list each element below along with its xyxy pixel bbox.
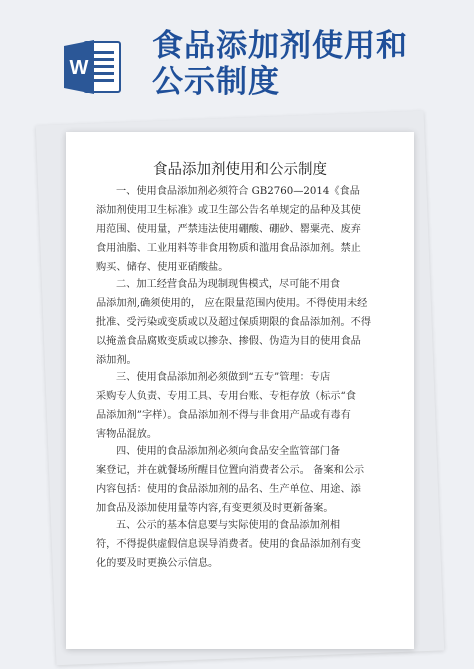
paragraph-line: 四、使用的食品添加剂必须向食品安全监管部门备 <box>116 446 341 457</box>
paragraph-3 <box>96 368 386 444</box>
word-logo-letter: W <box>69 57 89 79</box>
paragraph-line: 三、使用食品添加剂必须做到“五专”管理：专店 <box>116 372 331 383</box>
paragraph-2 <box>96 275 386 370</box>
paragraph-line: 购买、储存、使用亚硝酸盐。 <box>96 262 229 273</box>
paragraph-line: 用范围、使用量，严禁违法使用硼酸、硼砂、罂粟壳、废弃 <box>96 224 361 235</box>
paragraph-line: 一、使用食品添加剂必须符合 GB2760—2014《食品 <box>116 186 360 197</box>
paragraph-line: 食用油脂、工业用料等非食用物质和滥用食品添加剂。禁止 <box>96 243 361 254</box>
paragraph-line: 添加剂。 <box>96 355 137 366</box>
paragraph-line: 采购专人负责、专用工具、专用台账、专柜存放（标示“食 <box>96 391 356 402</box>
paragraph-1 <box>96 182 386 277</box>
word-document-icon <box>62 36 124 98</box>
paragraph-line: 害物品混放。 <box>96 429 158 440</box>
document-title: 食品添加剂使用和公示制度 <box>153 162 327 178</box>
paragraph-line: 品添加剂”字样）。食品添加剂不得与非食用产品或有毒有 <box>96 410 351 421</box>
paragraph-line: 以掩盖食品腐败变质或以掺杂、掺假、伪造为目的使用食品 <box>96 336 361 347</box>
paragraph-line: 符，不得提供虚假信息误导消费者。使用的食品添加剂有变 <box>96 539 361 550</box>
paragraph-line: 品添加剂,确须使用的， 应在限量范围内使用。不得使用未经 <box>96 298 368 309</box>
paragraph-line: 加食品及添加使用量等内容,有变更须及时更新备案。 <box>96 503 334 514</box>
header-title <box>152 28 452 100</box>
header-title-line1: 食品添加剂使用和 <box>152 28 408 64</box>
paragraph-line: 五、公示的基本信息要与实际使用的食品添加剂相 <box>116 520 341 531</box>
paragraph-line: 内容包括：使用的食品添加剂的品名、生产单位、用途、添 <box>96 484 361 495</box>
paragraph-line: 批准、受污染或变质或以及超过保质期限的食品添加剂。不得 <box>96 317 372 328</box>
document-page <box>66 132 414 649</box>
paragraph-line: 添加剂使用卫生标准》或卫生部公告名单规定的品种及其使 <box>96 205 361 216</box>
header-title-line2: 公示制度 <box>152 64 280 100</box>
paragraph-line: 案登记，并在就餐场所醒目位置向消费者公示。 备案和公示 <box>96 465 365 476</box>
paragraph-5 <box>96 516 386 573</box>
paragraph-line: 二、加工经营食品为现制现售模式，尽可能不用食 <box>116 279 341 290</box>
header-banner <box>0 0 474 110</box>
paragraph-4 <box>96 442 386 518</box>
paragraph-line: 化的要及时更换公示信息。 <box>96 558 219 569</box>
